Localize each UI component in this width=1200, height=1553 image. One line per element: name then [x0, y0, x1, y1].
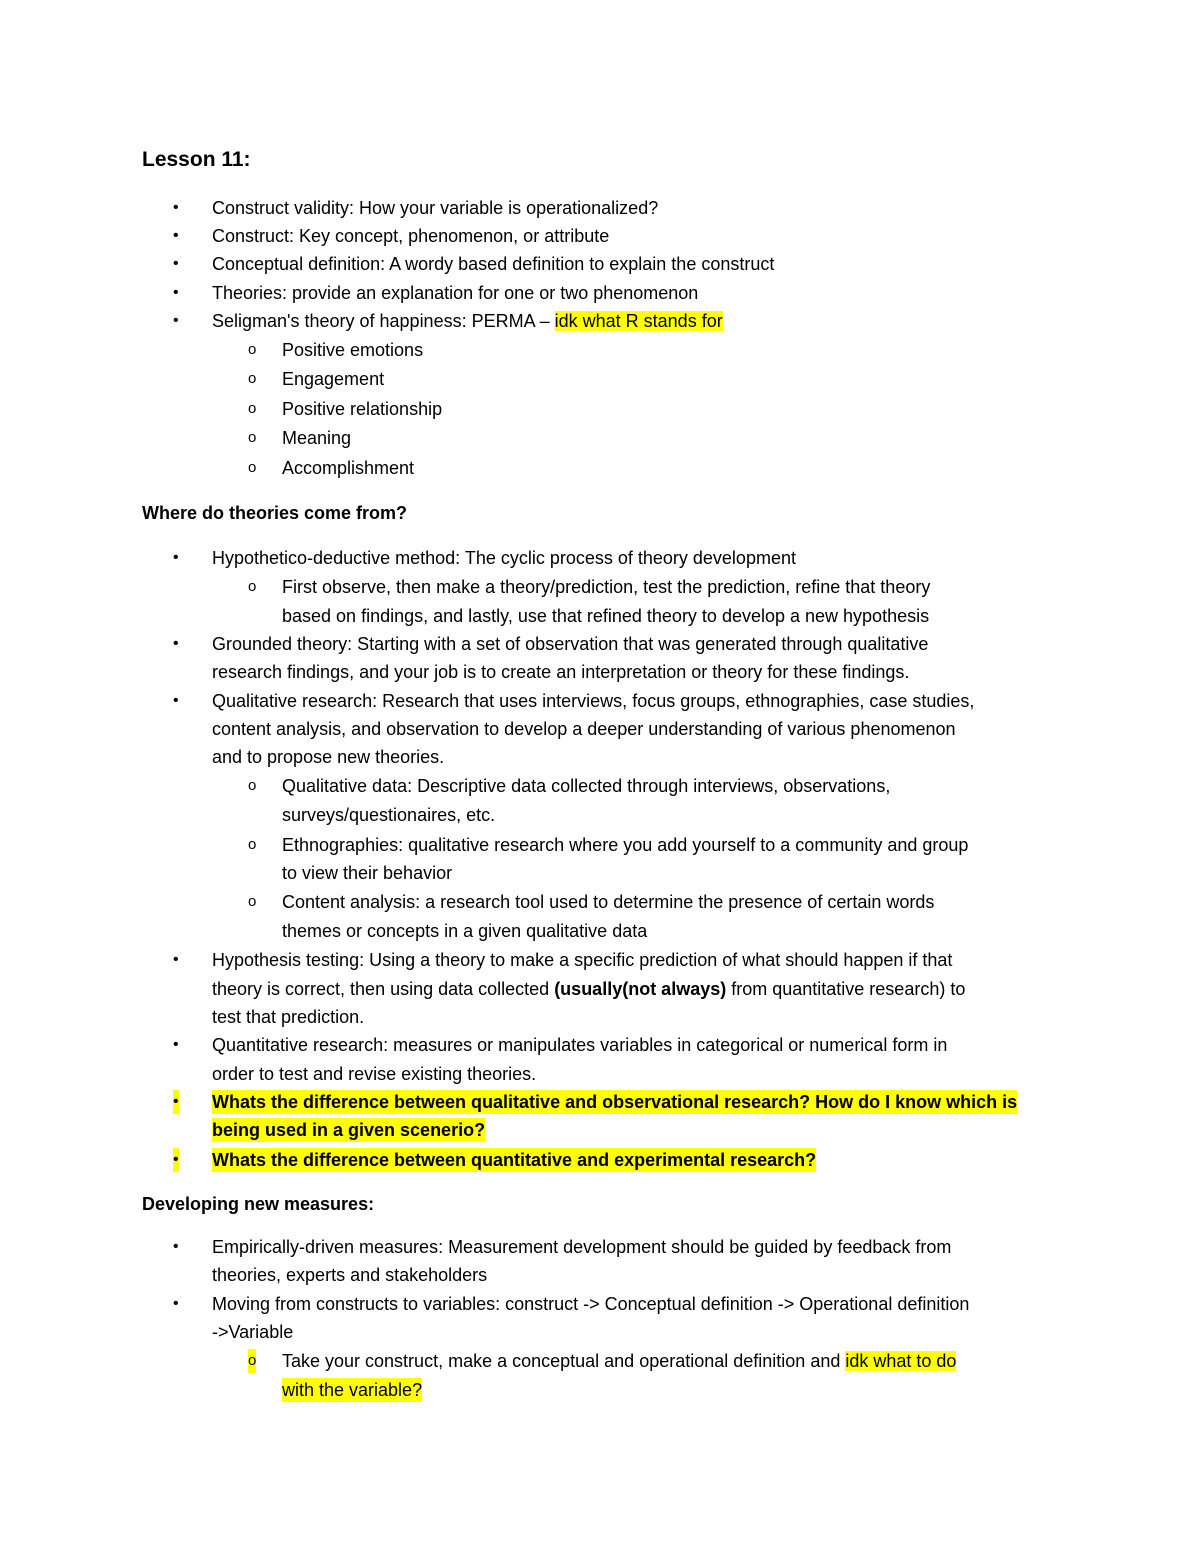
sub-list-item: Ethnographies: qualitative research where you add yourself to a community and group — [282, 835, 969, 855]
list-item-text: theory is correct, then using data collected — [212, 979, 555, 999]
sub-list-item-continued: themes or concepts in a given qualitative data — [282, 921, 648, 941]
highlighted-note: idk what R stands for — [554, 311, 723, 331]
list-item: Empirically-driven measures: Measurement development should be guided by feedback from — [212, 1237, 952, 1257]
sub-list-item: First observe, then make a theory/prediction, test the prediction, refine that theory — [282, 577, 931, 597]
list-item-continued: content analysis, and observation to develop a deeper understanding of various phenomenon — [212, 719, 956, 739]
list-item-text: Seligman's theory of happiness: PERMA – — [212, 311, 555, 331]
list-item-continued: order to test and revise existing theories. — [212, 1064, 537, 1084]
sub-bullet-icon: o — [248, 370, 257, 387]
list-item: Quantitative research: measures or manipulates variables in categorical or numerical form in — [212, 1035, 948, 1055]
sub-bullet-icon: o — [248, 1349, 256, 1373]
bullet-icon: • — [173, 1090, 179, 1114]
list-item: Hypothesis testing: Using a theory to make a specific prediction of what should happen if that — [212, 950, 953, 970]
list-item: Hypothetico-deductive method: The cyclic process of theory development — [212, 548, 796, 568]
bullet-icon: • — [173, 199, 179, 216]
list-item: Theories: provide an explanation for one or two phenomenon — [212, 283, 699, 303]
bullet-icon: • — [173, 284, 179, 301]
bullet-icon: • — [173, 312, 179, 329]
list-item-text: from quantitative research) to — [726, 979, 966, 999]
bullet-icon: • — [173, 692, 179, 709]
highlighted-note-continued: with the variable? — [282, 1380, 423, 1400]
list-item — [212, 309, 723, 333]
sub-list-item-continued: surveys/questionaires, etc. — [282, 805, 496, 825]
bullet-icon: • — [173, 1238, 179, 1255]
sub-list-item: Meaning — [282, 428, 352, 448]
bullet-icon: • — [173, 549, 179, 566]
sub-list-item: Accomplishment — [282, 458, 415, 478]
sub-list-item — [282, 1349, 956, 1373]
sub-list-item: Content analysis: a research tool used to determine the presence of certain words — [282, 892, 935, 912]
list-item-continued — [212, 977, 965, 1001]
list-item-continued: research findings, and your job is to create an interpretation or theory for these findings. — [212, 662, 910, 682]
highlighted-question: Whats the difference between qualitative and observational research? How do I know which is — [212, 1092, 1018, 1112]
highlighted-note: idk what to do — [845, 1351, 957, 1371]
list-item-text: Take your construct, make a conceptual and operational definition and — [282, 1351, 846, 1371]
bullet-icon: • — [173, 227, 179, 244]
sub-list-item: Positive relationship — [282, 399, 443, 419]
list-item: Conceptual definition: A wordy based definition to explain the construct — [212, 254, 775, 274]
list-item: Construct: Key concept, phenomenon, or attribute — [212, 226, 610, 246]
sub-bullet-icon: o — [248, 836, 257, 853]
list-item-continued: theories, experts and stakeholders — [212, 1265, 488, 1285]
list-item-continued: ->Variable — [212, 1322, 294, 1342]
section-heading: Where do theories come from? — [142, 503, 408, 523]
section-heading: Developing new measures: — [142, 1194, 375, 1214]
sub-list-item: Positive emotions — [282, 340, 424, 360]
sub-list-item-continued: to view their behavior — [282, 863, 453, 883]
bullet-icon: • — [173, 951, 179, 968]
bold-text: (usually(not always) — [554, 979, 727, 999]
sub-bullet-icon: o — [248, 578, 257, 595]
list-item: Grounded theory: Starting with a set of observation that was generated through qualitative — [212, 634, 929, 654]
highlighted-question: Whats the difference between quantitative and experimental research? — [212, 1150, 817, 1170]
list-item: Qualitative research: Research that uses interviews, focus groups, ethnographies, case studies, — [212, 691, 975, 711]
bullet-icon: • — [173, 1295, 179, 1312]
sub-bullet-icon: o — [248, 429, 257, 446]
sub-list-item: Engagement — [282, 369, 385, 389]
sub-list-item: Qualitative data: Descriptive data collected through interviews, observations, — [282, 776, 891, 796]
list-item-continued: test that prediction. — [212, 1007, 365, 1027]
sub-bullet-icon: o — [248, 400, 257, 417]
sub-bullet-icon: o — [248, 341, 257, 358]
bullet-icon: • — [173, 1036, 179, 1053]
bullet-icon: • — [173, 1148, 179, 1172]
sub-bullet-icon: o — [248, 777, 257, 794]
sub-bullet-icon: o — [248, 893, 257, 910]
list-item-continued: and to propose new theories. — [212, 747, 445, 767]
bullet-icon: • — [173, 635, 179, 652]
sub-list-item-continued: based on findings, and lastly, use that refined theory to develop a new hypothesis — [282, 606, 930, 626]
list-item: Moving from constructs to variables: construct -> Conceptual definition -> Operational definition — [212, 1294, 970, 1314]
page-title: Lesson 11: — [142, 148, 251, 171]
sub-bullet-icon: o — [248, 459, 257, 476]
bullet-icon: • — [173, 255, 179, 272]
highlighted-question-continued: being used in a given scenerio? — [212, 1120, 486, 1140]
list-item: Construct validity: How your variable is operationalized? — [212, 198, 659, 218]
